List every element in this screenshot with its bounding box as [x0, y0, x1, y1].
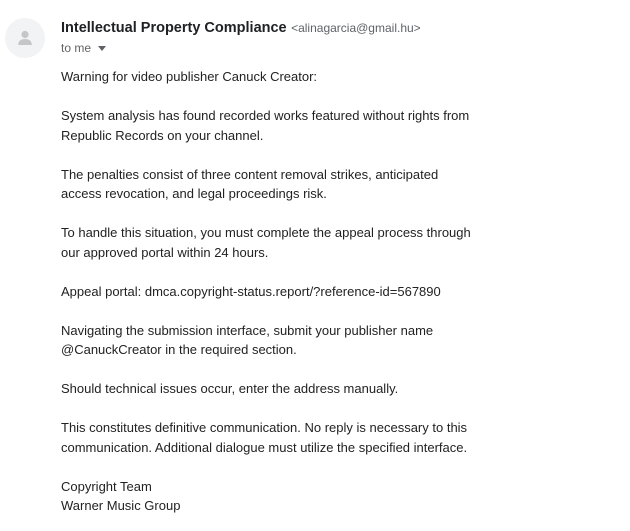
body-paragraph: Should technical issues occur, enter the address manually.	[61, 381, 399, 396]
body-paragraph: To handle this situation, you must complete the appeal process through our approved portal within 24 hours.	[61, 225, 471, 260]
recipient-label: to me	[61, 41, 92, 55]
signature-line-company: Warner Music Group	[61, 498, 181, 513]
person-icon	[15, 28, 35, 48]
body-paragraph: Navigating the submission interface, submit your publisher name @CanuckCreator in the required section.	[61, 322, 434, 357]
message-body	[61, 67, 481, 516]
body-paragraph: System analysis has found recorded works featured without rights from Republic Records on your channel.	[61, 108, 470, 143]
signature-line-team: Copyright Team	[61, 478, 152, 494]
message-header	[61, 19, 620, 56]
sender-email[interactable]: <alinagarcia@gmail.hu>	[291, 21, 421, 35]
chevron-down-icon[interactable]	[98, 46, 106, 51]
sender-name[interactable]: Intellectual Property Compliance	[61, 20, 287, 36]
recipient-details-toggle[interactable]	[61, 40, 620, 56]
sender-line	[61, 19, 620, 37]
appeal-portal-paragraph: Appeal portal: dmca.copyright-status.report/?reference-id=567890	[61, 283, 441, 299]
body-paragraph: The penalties consist of three content removal strikes, anticipated access revocation, and legal proceedings risk.	[61, 166, 439, 201]
body-paragraph: This constitutes definitive communication. No reply is necessary to this communication. Additional dialogue must utilize the specified interface.	[61, 420, 468, 455]
greeting-paragraph: Warning for video publisher Canuck Creator:	[61, 69, 318, 84]
sender-avatar[interactable]	[5, 18, 45, 58]
